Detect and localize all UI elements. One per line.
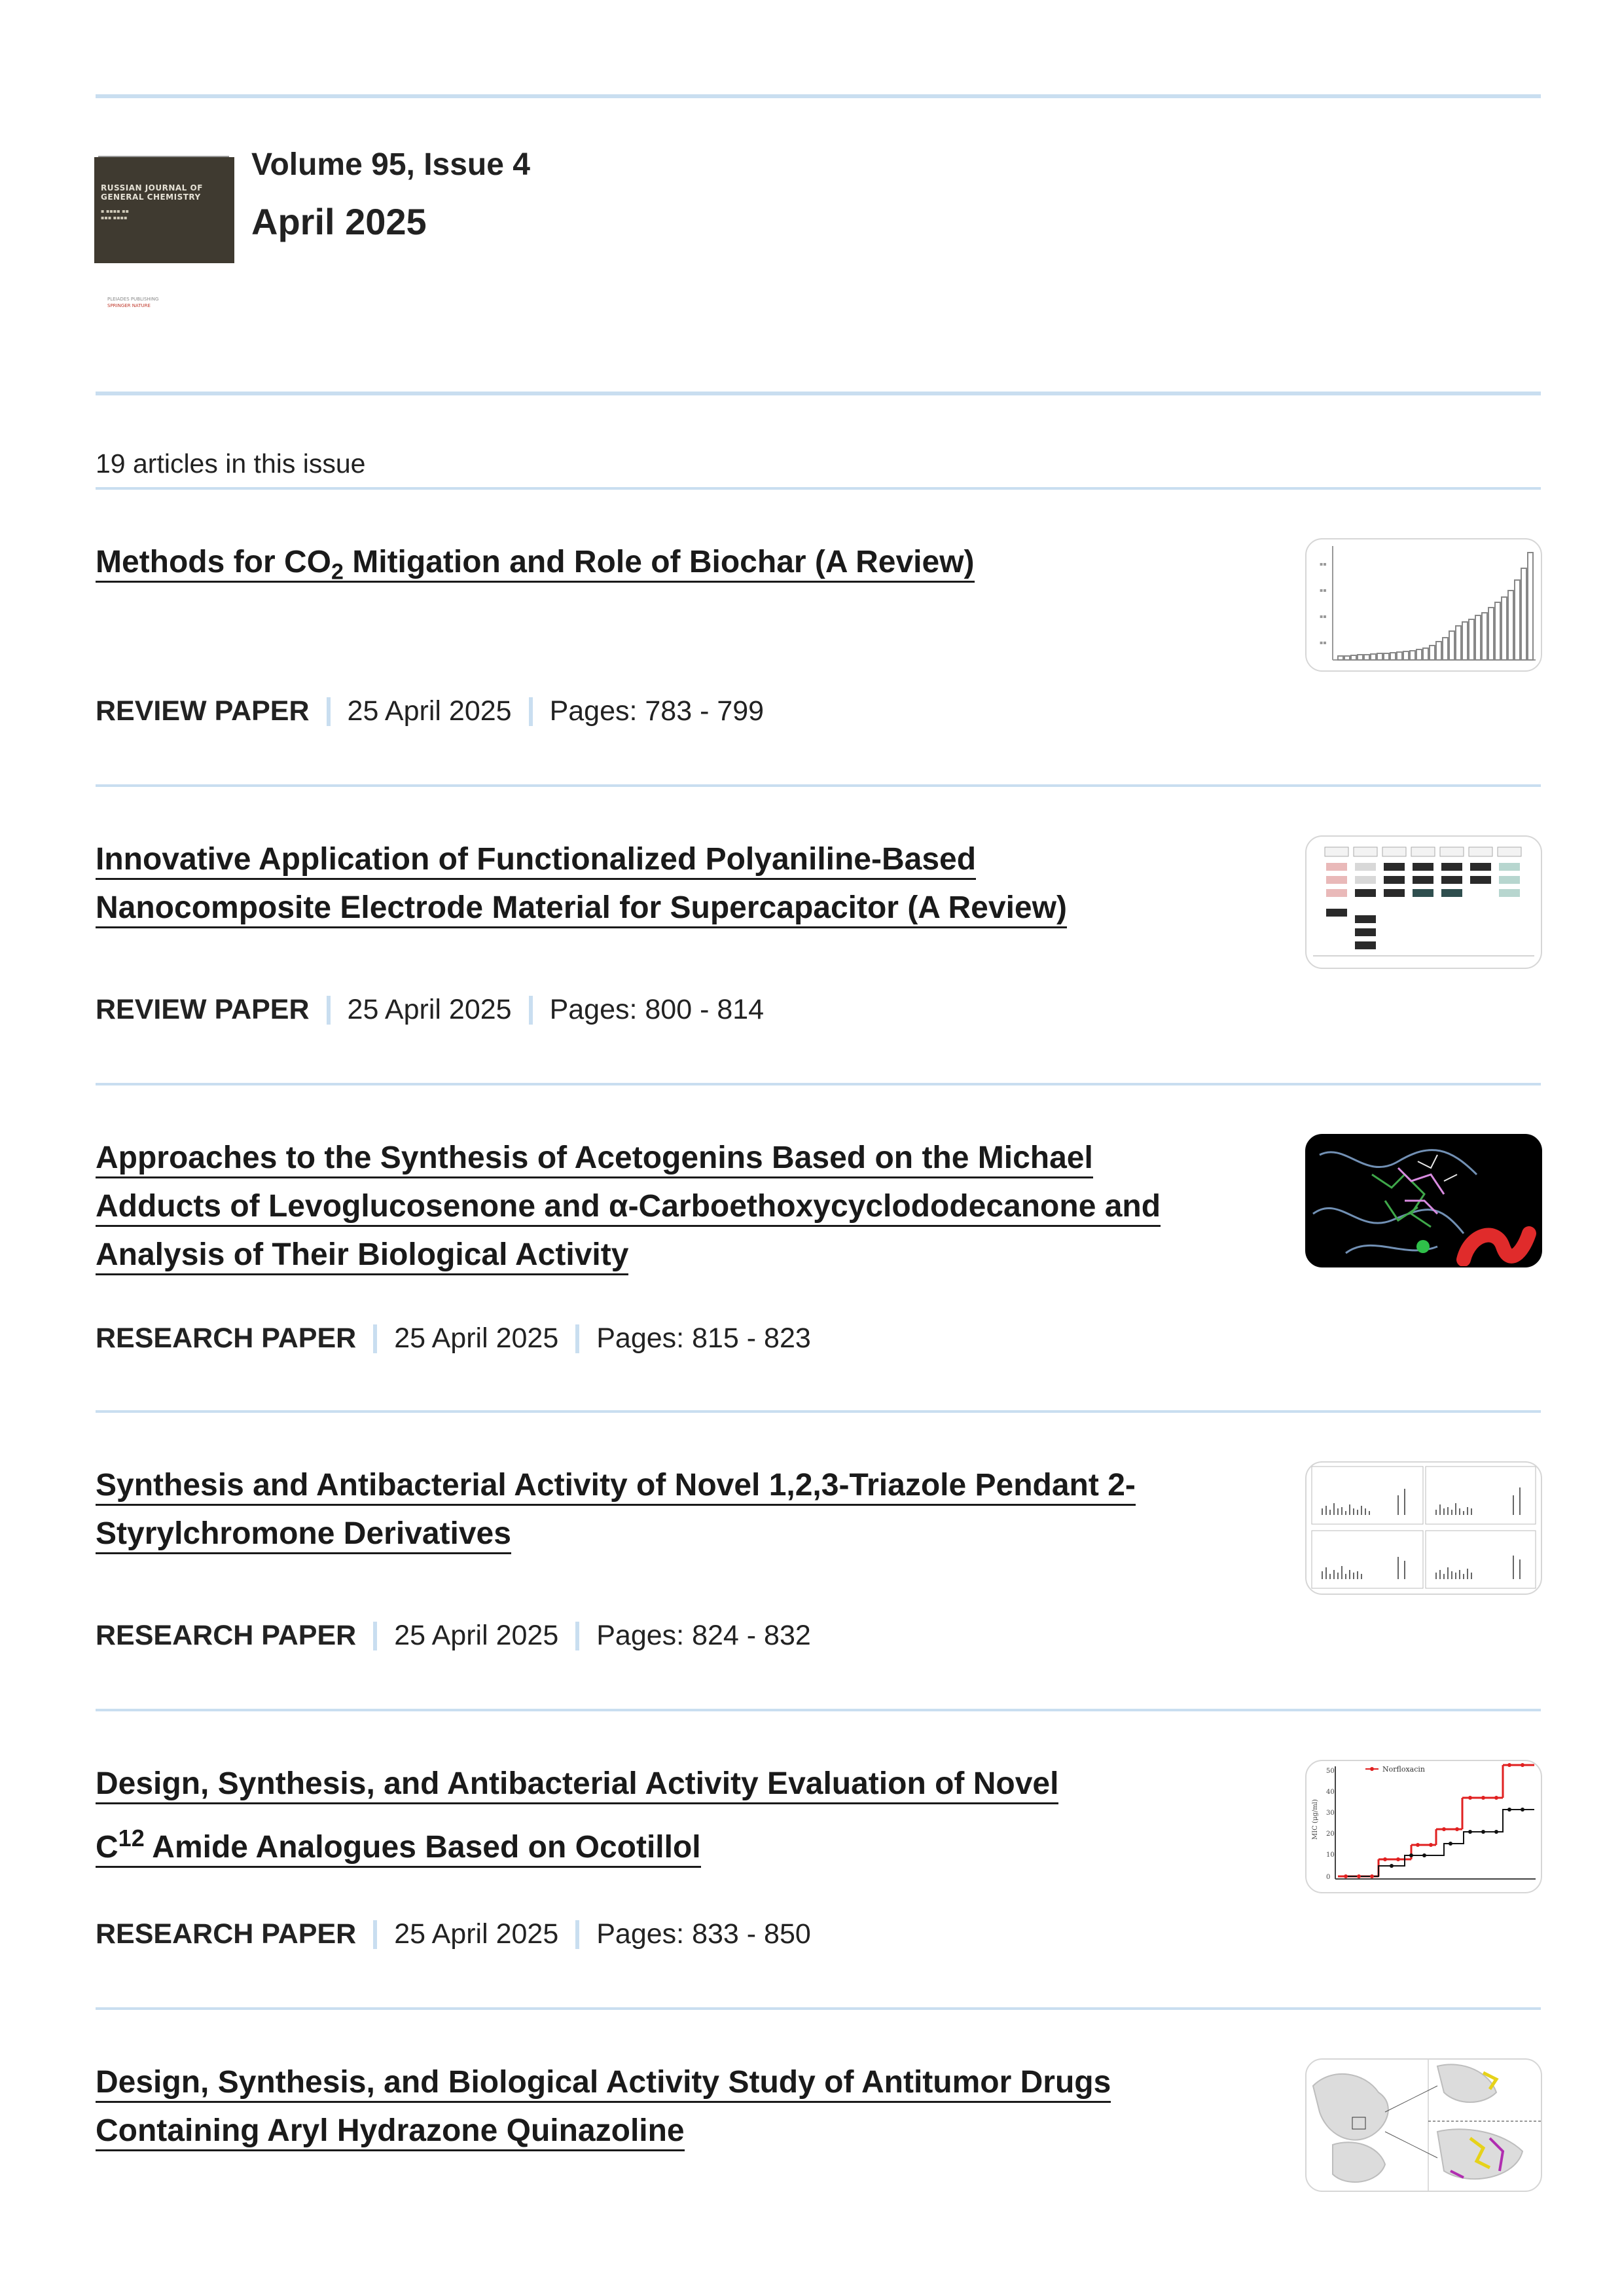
article-title-line: Innovative Application of Functionalized Polyaniline-Based bbox=[96, 842, 976, 880]
article-title-link[interactable] bbox=[96, 1461, 1235, 1558]
molecular-docking-thumbnail[interactable] bbox=[1305, 1134, 1542, 1267]
cover-journal-title: RUSSIAN JOURNAL OF GENERAL CHEMISTRY bbox=[101, 183, 203, 202]
header-divider bbox=[96, 392, 1541, 395]
article-divider bbox=[96, 784, 1541, 787]
article-date: 25 April 2025 bbox=[394, 1322, 559, 1354]
top-divider bbox=[96, 94, 1541, 98]
article-title-link[interactable] bbox=[96, 2058, 1235, 2155]
article-title-line: $C^{12}$ Amide Analogues Based on Ocotillol bbox=[96, 1830, 701, 1868]
svg-text:▪▪: ▪▪ bbox=[1320, 587, 1327, 593]
article-meta bbox=[96, 994, 764, 1026]
article-meta bbox=[96, 695, 764, 727]
journal-cover-image[interactable] bbox=[94, 157, 234, 327]
article-title-line: Styrylchromone Derivatives bbox=[96, 1516, 511, 1554]
article-meta bbox=[96, 1322, 811, 1355]
meta-separator bbox=[575, 1920, 579, 1949]
article-type: REVIEW PAPER bbox=[96, 695, 310, 727]
article-divider bbox=[96, 2007, 1541, 2010]
cover-panel bbox=[94, 157, 234, 263]
distributor-name: SPRINGER NATURE bbox=[107, 303, 151, 308]
svg-text:20: 20 bbox=[1326, 1831, 1335, 1838]
article-date: 25 April 2025 bbox=[347, 994, 512, 1025]
article-title-line: Synthesis and Antibacterial Activity of Novel 1,2,3-Triazole Pendant 2- bbox=[96, 1468, 1136, 1506]
article-title-line: Design, Synthesis, and Biological Activity Study of Antitumor Drugs bbox=[96, 2065, 1111, 2103]
article-type: RESEARCH PAPER bbox=[96, 1620, 357, 1651]
article-title-line: Methods for $CO_2$ Mitigation and Role of Biochar (A Review) bbox=[96, 545, 975, 585]
article-title-link[interactable] bbox=[96, 538, 1235, 596]
article-divider bbox=[96, 1083, 1541, 1085]
article-type: RESEARCH PAPER bbox=[96, 1322, 357, 1354]
article-title-link[interactable] bbox=[96, 835, 1235, 932]
article-count: 19 articles in this issue bbox=[96, 448, 366, 479]
issue-date: April 2025 bbox=[251, 201, 427, 242]
protein-structure-thumbnail[interactable] bbox=[1305, 2058, 1542, 2192]
meta-separator bbox=[575, 1622, 579, 1650]
article-pages: Pages: 824 - 832 bbox=[596, 1620, 811, 1651]
svg-text:30: 30 bbox=[1326, 1810, 1335, 1817]
article-type: RESEARCH PAPER bbox=[96, 1918, 357, 1950]
issue-volume: Volume 95, Issue 4 bbox=[251, 147, 530, 182]
step-line-chart-thumbnail[interactable] bbox=[1305, 1760, 1542, 1893]
article-pages: Pages: 815 - 823 bbox=[596, 1322, 811, 1354]
multi-panel-chart-thumbnail[interactable] bbox=[1305, 1461, 1542, 1595]
svg-text:▪▪: ▪▪ bbox=[1320, 613, 1327, 619]
meta-separator bbox=[327, 697, 331, 726]
article-title-line: Design, Synthesis, and Antibacterial Activity Evaluation of Novel bbox=[96, 1766, 1058, 1804]
article-title-line: Approaches to the Synthesis of Acetogenins Based on the Michael bbox=[96, 1140, 1093, 1178]
article-divider bbox=[96, 1709, 1541, 1711]
bar-chart-thumbnail[interactable] bbox=[1305, 538, 1542, 672]
meta-separator bbox=[529, 697, 533, 726]
svg-text:40: 40 bbox=[1326, 1789, 1335, 1796]
article-title-line: Adducts of Levoglucosenone and α-Carboethoxycyclododecanone and bbox=[96, 1189, 1161, 1227]
meta-separator bbox=[327, 996, 331, 1025]
meta-separator bbox=[373, 1920, 377, 1949]
publisher-logo bbox=[107, 296, 206, 309]
svg-text:Norfloxacin: Norfloxacin bbox=[1382, 1765, 1425, 1774]
cover-subtext: ▪ ▪▪▪▪ ▪▪ ▪▪▪ ▪▪▪▪ bbox=[101, 208, 130, 221]
svg-text:10: 10 bbox=[1326, 1851, 1335, 1859]
article-title-line: Containing Aryl Hydrazone Quinazoline bbox=[96, 2113, 685, 2151]
meta-separator bbox=[575, 1324, 579, 1353]
article-title-line: Analysis of Their Biological Activity bbox=[96, 1237, 628, 1275]
svg-text:▪▪: ▪▪ bbox=[1320, 561, 1327, 567]
article-date: 25 April 2025 bbox=[394, 1620, 559, 1651]
svg-text:50: 50 bbox=[1326, 1768, 1335, 1775]
meta-separator bbox=[373, 1622, 377, 1650]
svg-text:MIC (μg/ml): MIC (μg/ml) bbox=[1312, 1799, 1319, 1840]
meta-separator bbox=[529, 996, 533, 1025]
article-date: 25 April 2025 bbox=[394, 1918, 559, 1950]
article-meta bbox=[96, 1918, 811, 1950]
meta-separator bbox=[373, 1324, 377, 1353]
list-divider bbox=[96, 487, 1541, 490]
publisher-name: PLEIADES PUBLISHING bbox=[107, 297, 159, 302]
article-title-link[interactable] bbox=[96, 1134, 1235, 1279]
article-pages: Pages: 800 - 814 bbox=[549, 994, 765, 1025]
article-divider bbox=[96, 1410, 1541, 1413]
article-title-line: Nanocomposite Electrode Material for Supercapacitor (A Review) bbox=[96, 890, 1067, 928]
article-meta bbox=[96, 1620, 811, 1652]
article-type: REVIEW PAPER bbox=[96, 994, 310, 1025]
flowchart-thumbnail[interactable] bbox=[1305, 835, 1542, 969]
article-pages: Pages: 833 - 850 bbox=[596, 1918, 811, 1950]
article-title-link[interactable] bbox=[96, 1760, 1235, 1878]
svg-text:0: 0 bbox=[1326, 1874, 1331, 1881]
article-pages: Pages: 783 - 799 bbox=[549, 695, 765, 727]
svg-text:▪▪: ▪▪ bbox=[1320, 640, 1327, 646]
article-date: 25 April 2025 bbox=[347, 695, 512, 727]
